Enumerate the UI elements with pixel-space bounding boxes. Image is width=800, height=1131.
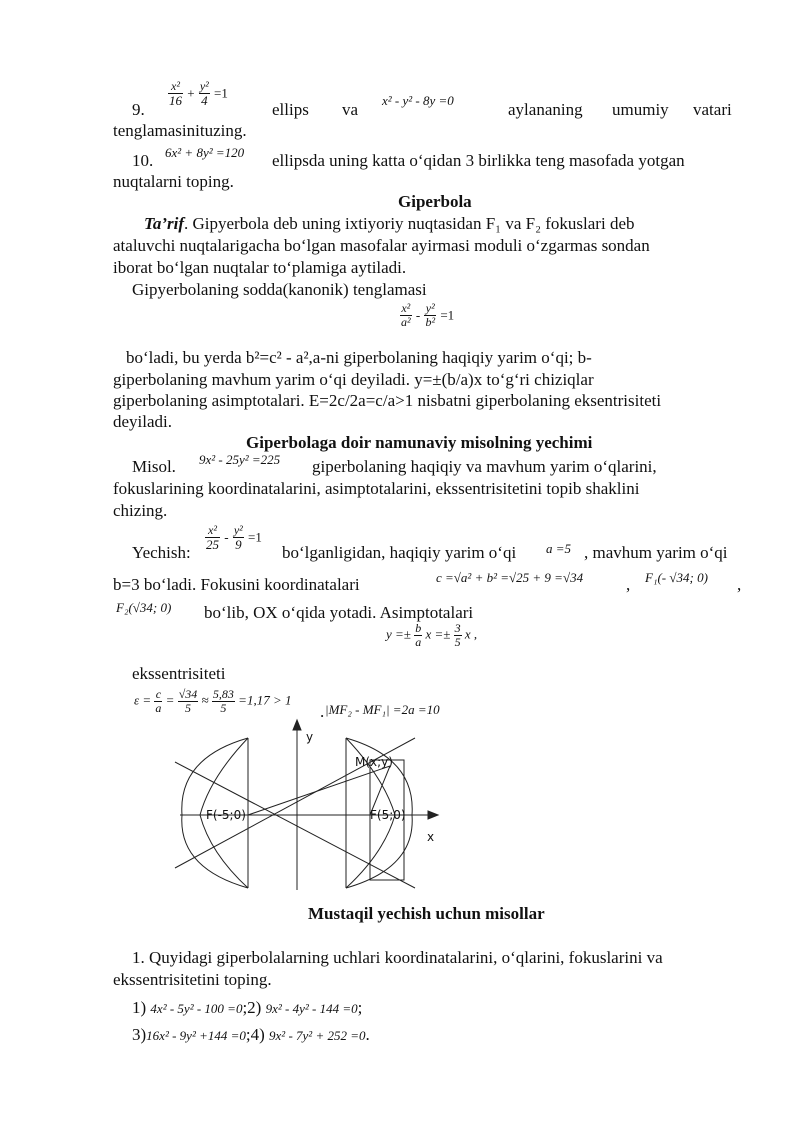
heading-giperbola: Giperbola: [398, 192, 472, 211]
asymptote-equation: y =± $\frac{b}{a}$ x =± $\frac{3}{5}$ x ,: [386, 621, 478, 649]
yechish-f1: F₁(- √34; 0): [645, 570, 708, 585]
problem-9-word-4: umumiy: [612, 100, 669, 119]
misol-line-2: fokuslarining koordinatalarini, asimptotalarini, ekssentrisitetini topib shaklini: [113, 479, 640, 498]
misol-label: Misol.: [132, 457, 176, 476]
exercise-1-list-1: 1) 4x² - 5y² - 100 =0;2) 9x² - 4y² - 144 =0;: [132, 998, 363, 1017]
mf-equation: |MF₂ - MF₁| =2a =10: [325, 702, 440, 717]
eks-label: ekssentrisiteti: [132, 664, 226, 683]
exercise-1-line-2: ekssentrisitetini toping.: [113, 970, 272, 989]
problem-9-word-va: va: [342, 100, 359, 119]
yechish-f2: F₂(√34; 0): [116, 600, 172, 615]
tarif-line-1: [144, 214, 634, 234]
yechish-c-equation: c =√a² + b² =√25 + 9 =√34: [436, 570, 584, 585]
yechish-comma-2: ,: [737, 575, 742, 594]
item-2-label: ;2): [242, 998, 262, 1017]
misol-line-3: chizing.: [113, 501, 168, 520]
yechish-comma: ,: [626, 575, 631, 594]
eccentricity-dot: .: [320, 702, 325, 721]
y-axis-arrow: [293, 720, 301, 730]
problem-10-equation: 6x² + 8y² =120: [165, 145, 245, 160]
figure-m-label: M(x;y): [355, 755, 393, 769]
exercise-1-list-2: 3)16x² - 9y² +144 =0;4) 9x² - 7y² + 252 =0.: [132, 1025, 370, 1044]
desc-line-4: deyiladi.: [113, 412, 173, 431]
heading-namunaviy: Giperbolaga doir namunaviy misolning yechimi: [246, 433, 593, 452]
x-axis-arrow: [428, 811, 438, 819]
item-4-label: ;4): [245, 1025, 265, 1044]
tarif-line-2: ataluvchi nuqtalarigacha bo‘lgan masofalar ayirmasi moduli o‘zgarmas sondan: [113, 236, 650, 255]
eccentricity-equation: ε = $\frac{c}{a}$ = $\frac{√34}{5}$ ≈ $\frac{5,83}{5}$ =1,17 > 1: [134, 687, 292, 715]
yechish-line-2a: b=3 bo‘ladi. Fokusini koordinatalari: [113, 575, 360, 594]
item-1-equation: 4x² - 5y² - 100 =0: [150, 1001, 243, 1016]
problem-9-line-2: tenglamasinituzing.: [113, 121, 247, 140]
misol-line-1: giperbolaning haqiqiy va mavhum yarim o‘qlarini,: [312, 457, 657, 476]
tarif-label: Ta’rif: [144, 214, 184, 233]
tarif-line-3: iborat bo‘lgan nuqtalar to‘plamiga aytiladi.: [113, 258, 407, 277]
problem-10-line-2: nuqtalarni toping.: [113, 172, 234, 191]
figure-f-left-label: F(-5;0): [206, 808, 246, 822]
problem-9-ellipse-equation: $\frac{\text{x²}}{16}$ + $\frac{\text{y²}}{4}$ =1: [169, 79, 228, 108]
desc-line-1: bo‘ladi, bu yerda b²=c² - a²,a-ni giperbolaning haqiqiy yarim o‘qi; b-: [126, 348, 592, 367]
yechish-label: Yechish:: [132, 543, 191, 562]
item-1-label: 1): [132, 998, 147, 1017]
problem-9-word-3: aylananing: [508, 100, 583, 119]
problem-9-circle-equation: x² - y² - 8y =0: [382, 93, 454, 108]
problem-10-number: 10.: [132, 151, 154, 170]
kanonik-equation: $\frac{\text{x²}}{\text{a²}}$ - $\frac{\text{y²}}{\text{b²}}$ =1: [401, 301, 455, 329]
yechish-equation: $\frac{\text{x²}}{25}$ - $\frac{\text{y²}}{9}$ =1: [206, 523, 262, 552]
figure-x-label: x: [427, 830, 435, 844]
line-mf1: [248, 766, 390, 815]
desc-line-2: giperbolaning mavhum yarim o‘qi deyiladi. y=±(b/a)x to‘g‘ri chiziqlar: [113, 370, 594, 389]
problem-10-text: ellipsda uning katta o‘qidan 3 birlikka teng masofada yotgan: [272, 151, 685, 170]
item-2-equation: 9x² - 4y² - 144 =0: [265, 1001, 358, 1016]
yechish-text-2: , mavhum yarim o‘qi: [584, 543, 728, 562]
figure-f-right-label: F(5;0): [370, 808, 406, 822]
item-4-equation: 9x² - 7y² + 252 =0: [269, 1028, 366, 1043]
kanonik-text: Gipyerbolaning sodda(kanonik) tenglamasi: [132, 280, 427, 299]
desc-line-3: giperbolaning asimptotalari. E=2c/2a=c/a>1 nisbatni giperbolaning eksentrisiteti: [113, 391, 662, 410]
yechish-a-equation: a =5: [546, 541, 572, 556]
misol-equation: 9x² - 25y² =225: [199, 452, 281, 467]
item-3-equation: 16x² - 9y² +144 =0: [146, 1028, 246, 1043]
figure-y-label: y: [306, 730, 314, 744]
yechish-line-3: bo‘lib, OX o‘qida yotadi. Asimptotalari: [204, 603, 474, 622]
exercise-1-line-1: 1. Quyidagi giperbolalarning uchlari koordinatalarini, o‘qlarini, fokuslarini va: [132, 948, 663, 967]
problem-9-word-5: vatari: [693, 100, 732, 119]
tarif-text: . Gipyerbola deb uning ixtiyoriy nuqtasidan F₁ va F₂ fokuslari deb: [184, 214, 635, 233]
heading-mustaqil: Mustaqil yechish uchun misollar: [308, 904, 545, 923]
problem-9-word-ellips: ellips: [272, 100, 309, 119]
problem-9-number: 9.: [132, 100, 145, 119]
item-3-label: 3): [132, 1025, 147, 1044]
yechish-text-1: bo‘lganligidan, haqiqiy yarim o‘qi: [282, 543, 517, 562]
